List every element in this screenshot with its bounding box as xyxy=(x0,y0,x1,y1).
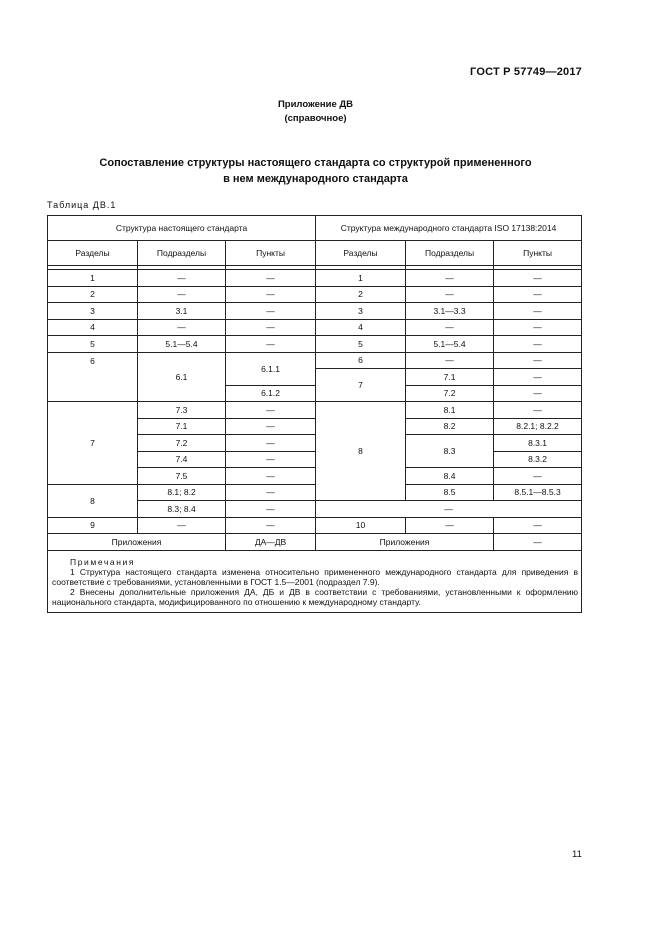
table-cell: 8.5 xyxy=(406,484,494,501)
table-cell: — xyxy=(138,517,226,534)
table-cell: — xyxy=(226,517,316,534)
col-header-clauses-intl: Пункты xyxy=(494,241,582,266)
table-cell: 1 xyxy=(316,270,406,287)
table-cell: 9 xyxy=(48,517,138,534)
note-item: 2 Внесены дополнительные приложения ДА, ДБ и ДВ в соответствии с требованиями, установленными к оформлению национального стандарта, модифицированного по отношению к международному стандарту. xyxy=(52,586,579,607)
table-cell: 7 xyxy=(316,369,406,402)
table-cell: — xyxy=(494,319,582,336)
table-notes xyxy=(48,550,582,612)
table-cell: 7.5 xyxy=(138,468,226,485)
table-cell: 8.1 xyxy=(406,402,494,419)
table-cell: — xyxy=(494,517,582,534)
table-cell: 5.1—5.4 xyxy=(406,336,494,353)
table-row xyxy=(48,270,582,287)
table-cell: 7.2 xyxy=(138,435,226,452)
table-cell: — xyxy=(494,286,582,303)
table-row xyxy=(48,303,582,320)
table-cell: — xyxy=(138,286,226,303)
table-label: Таблица ДВ.1 xyxy=(47,200,117,210)
table-cell: Приложения xyxy=(48,534,226,551)
table-cell: 7.4 xyxy=(138,451,226,468)
table-row xyxy=(48,402,582,419)
table-cell: 5 xyxy=(316,336,406,353)
table-cell: 8.3.1 xyxy=(494,435,582,452)
table-cell: — xyxy=(226,286,316,303)
table-cell: 6.1.1 xyxy=(226,352,316,385)
table-cell: 8.4 xyxy=(406,468,494,485)
col-header-sections: Разделы xyxy=(48,241,138,266)
table-cell: — xyxy=(494,534,582,551)
table-cell: 6.1 xyxy=(138,352,226,402)
table-cell: 3 xyxy=(316,303,406,320)
table-cell: — xyxy=(494,352,582,369)
table-cell: Приложения xyxy=(316,534,494,551)
table-cell: — xyxy=(226,468,316,485)
table-cell: 6 xyxy=(316,352,406,369)
table-cell: 7 xyxy=(48,402,138,485)
appendix-heading xyxy=(0,98,631,126)
table-cell: 5 xyxy=(48,336,138,353)
table-cell: 2 xyxy=(316,286,406,303)
table-cell: — xyxy=(494,270,582,287)
table-cell: — xyxy=(406,286,494,303)
table-row xyxy=(48,319,582,336)
table-cell: — xyxy=(406,270,494,287)
table-cell: — xyxy=(226,418,316,435)
international-structure-header: Структура международного стандарта ISO 17138:2014 xyxy=(316,216,582,241)
table-cell: — xyxy=(226,270,316,287)
national-structure-header: Структура настоящего стандарта xyxy=(48,216,316,241)
table-cell: — xyxy=(316,501,582,518)
table-cell: — xyxy=(494,385,582,402)
appendix-title: Приложение ДВ xyxy=(277,99,354,110)
table-cell: 2 xyxy=(48,286,138,303)
table-cell: 8.3.2 xyxy=(494,451,582,468)
table-cell: — xyxy=(226,501,316,518)
table-row xyxy=(48,286,582,303)
table-cell: 6.1.2 xyxy=(226,385,316,402)
table-cell: — xyxy=(226,435,316,452)
table-cell: — xyxy=(226,484,316,501)
table-cell: 7.1 xyxy=(138,418,226,435)
col-header-subsections: Подразделы xyxy=(138,241,226,266)
table-cell: — xyxy=(494,303,582,320)
table-row xyxy=(48,352,582,369)
table-cell: — xyxy=(138,319,226,336)
table-cell: — xyxy=(406,517,494,534)
notes-heading: Примечания xyxy=(70,556,136,567)
table-group-header-row xyxy=(48,216,582,241)
col-header-sections-intl: Разделы xyxy=(316,241,406,266)
comparison-table xyxy=(47,215,582,613)
table-cell: — xyxy=(494,369,582,386)
table-cell: 3.1—3.3 xyxy=(406,303,494,320)
note-item: 1 Структура настоящего стандарта изменена относительно примененного международного стандарта для приведения в соответствие с требованиями, установленными в ГОСТ 1.5—2001 (подраздел 7.9). xyxy=(52,566,579,587)
document-title-line2: в нем международного стандарта xyxy=(223,173,408,185)
table-row-annexes xyxy=(48,534,582,551)
table-notes-row xyxy=(48,550,582,612)
table-cell: 1 xyxy=(48,270,138,287)
table-cell: 7.1 xyxy=(406,369,494,386)
table-cell: — xyxy=(406,319,494,336)
table-cell: 4 xyxy=(316,319,406,336)
table-cell: 4 xyxy=(48,319,138,336)
table-cell: 7.2 xyxy=(406,385,494,402)
table-cell: 8.3 xyxy=(406,435,494,468)
table-row xyxy=(48,517,582,534)
table-cell: 8.3; 8.4 xyxy=(138,501,226,518)
table-cell: 8 xyxy=(48,484,138,517)
table-cell: 5.1—5.4 xyxy=(138,336,226,353)
table-cell: — xyxy=(494,336,582,353)
document-title xyxy=(0,155,631,187)
table-cell: — xyxy=(226,336,316,353)
table-cell: 8.2 xyxy=(406,418,494,435)
table-cell: — xyxy=(494,468,582,485)
table-cell: — xyxy=(138,270,226,287)
table-cell: 3.1 xyxy=(138,303,226,320)
col-header-subsections-intl: Подразделы xyxy=(406,241,494,266)
table-cell: 8.1; 8.2 xyxy=(138,484,226,501)
table-cell: ДА—ДВ xyxy=(226,534,316,551)
document-title-line1: Сопоставление структуры настоящего стандарта со структурой примененного xyxy=(99,157,532,169)
page-number: 11 xyxy=(572,849,582,860)
table-cell: — xyxy=(226,451,316,468)
table-cell: — xyxy=(226,303,316,320)
table-cell: 8 xyxy=(316,402,406,501)
table-cell: 3 xyxy=(48,303,138,320)
table-cell: 6 xyxy=(48,352,138,402)
standard-code: ГОСТ Р 57749—2017 xyxy=(470,66,582,78)
table-cell: — xyxy=(494,402,582,419)
table-cell: 7.3 xyxy=(138,402,226,419)
table-cell: 10 xyxy=(316,517,406,534)
table-cell: — xyxy=(226,402,316,419)
table-cell: — xyxy=(406,352,494,369)
col-header-clauses: Пункты xyxy=(226,241,316,266)
appendix-subtitle: (справочное) xyxy=(284,113,347,124)
table-cell: — xyxy=(226,319,316,336)
table-column-header-row xyxy=(48,241,582,266)
table-cell: 8.2.1; 8.2.2 xyxy=(494,418,582,435)
table-row xyxy=(48,484,582,501)
table-row xyxy=(48,336,582,353)
table-cell: 8.5.1—8.5.3 xyxy=(494,484,582,501)
